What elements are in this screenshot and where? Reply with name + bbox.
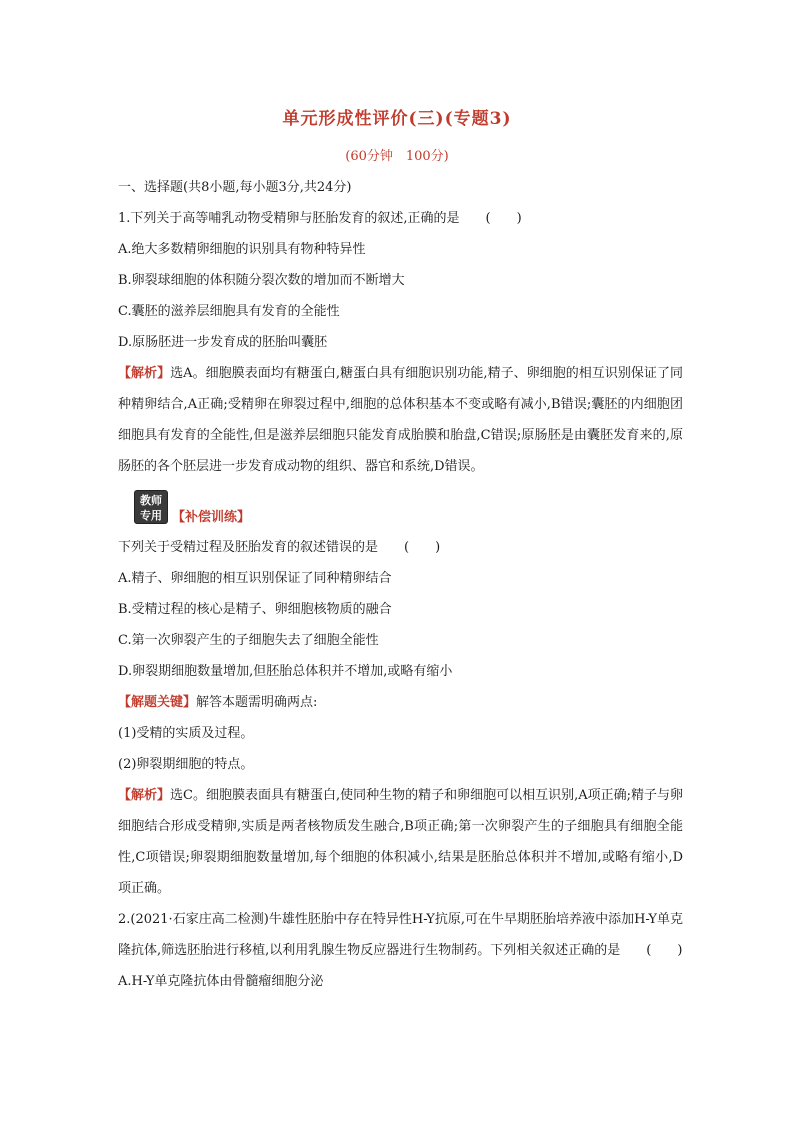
question-stem: 下列关于受精过程及胚胎发育的叙述错误的是 ( ) [118,540,441,555]
teacher-section [118,482,683,532]
supplement-label: 【补偿训练】 [172,510,251,525]
key-point: (2)卵裂期细胞的特点。 [118,757,254,772]
key-tag: 【解题关键】 [118,695,197,710]
option-a: A.H-Y单克隆抗体由骨髓瘤细胞分泌 [118,974,324,989]
analysis [118,358,683,482]
key-point-heading [118,687,683,718]
option-b: B.受精过程的核心是精子、卵细胞核物质的融合 [118,602,392,617]
section-heading: 一、选择题(共8小题,每小题3分,共24分) [118,180,352,195]
option-c: C.第一次卵裂产生的子细胞失去了细胞全能性 [118,633,379,648]
analysis-tag: 【解析】 [118,788,171,803]
analysis [118,780,683,904]
option-d: D.卵裂期细胞数量增加,但胚胎总体积并不增加,或略有缩小 [118,664,453,679]
option-d: D.原肠胚进一步发育成的胚胎叫囊胚 [118,335,328,350]
analysis-tag: 【解析】 [118,366,171,381]
option-b: B.卵裂球细胞的体积随分裂次数的增加而不断增大 [118,273,405,288]
option-c: C.囊胚的滋养层细胞具有发育的全能性 [118,304,340,319]
question-stem: 1.下列关于高等哺乳动物受精卵与胚胎发育的叙述,正确的是 ( ) [118,211,522,226]
content-body [118,172,683,997]
badge-line-bottom: 专用 [140,509,162,522]
key-text: 解答本题需明确两点: [196,695,318,710]
key-point: (1)受精的实质及过程。 [118,726,254,741]
option-a: A.绝大多数精卵细胞的识别具有物种特异性 [118,242,366,257]
analysis-text: 选C。细胞膜表面具有糖蛋白,使同种生物的精子和卵细胞可以相互识别,A项正确;精子与卵细胞结合形成受精卵,实质是两者核物质发生融合,B项正确;第一次卵裂产生的子细胞具有细胞全能性,C项错误;卵裂期细胞数量增加,每个细胞的体积减小,结果是胚胎总体积并不增加,或略有缩小,D项正确。 [118,788,683,896]
teacher-badge-icon [134,490,168,524]
page-subtitle: (60分钟 100分) [345,149,449,164]
analysis-text: 选A。细胞膜表面均有糖蛋白,糖蛋白具有细胞识别功能,精子、卵细胞的相互识别保证了同种精卵结合,A正确;受精卵在卵裂过程中,细胞的总体积基本不变或略有减小,B错误;囊胚的内细胞团细胞具有发育的全能性,但是滋养层细胞只能发育成胎膜和胎盘,C错误;原肠胚是由囊胚发育来的,原肠胚的各个胚层进一步发育成动物的组织、器官和系统,D错误。 [118,366,683,474]
badge-line-top: 教师 [140,494,162,507]
option-a: A.精子、卵细胞的相互识别保证了同种精卵结合 [118,571,392,586]
page-title: 单元形成性评价(三)(专题3) [282,109,512,129]
question-stem: 2.(2021·石家庄高二检测)牛雄性胚胎中存在特异性H-Y抗原,可在牛早期胚胎培养液中添加H-Y单克隆抗体,筛选胚胎进行移植,以利用乳腺生物反应器进行生物制药。下列相关叙述正确的是 ( ) [118,912,683,958]
